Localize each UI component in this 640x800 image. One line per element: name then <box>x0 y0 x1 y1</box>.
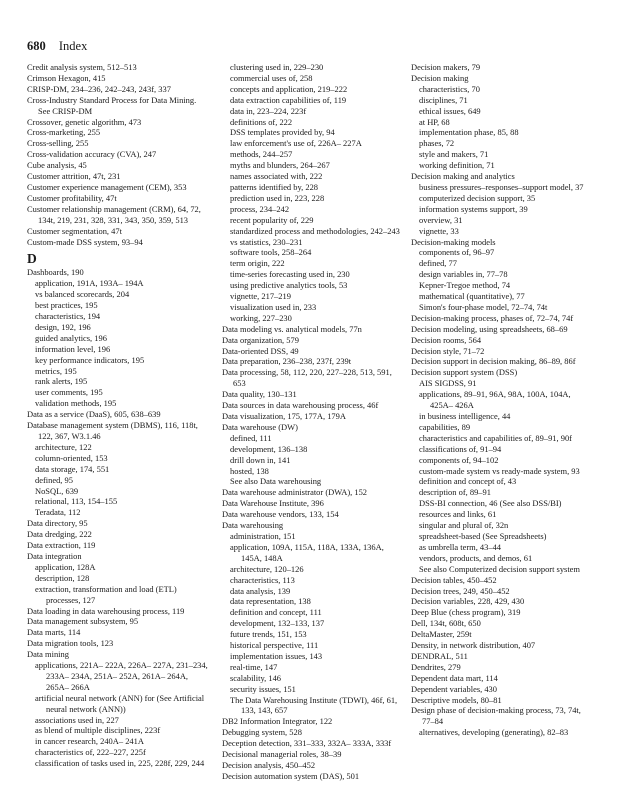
index-subentry: key performance indicators, 195 <box>35 354 145 365</box>
index-subentry: components of, 96–97 <box>419 247 495 258</box>
index-entry: Decision trees, 249, 450–452 <box>411 585 510 596</box>
index-entry: Decision makers, 79 <box>411 62 481 72</box>
index-entry: Decision-making process, phases of, 72–74, 74f <box>411 312 574 323</box>
index-subentry: data storage, 174, 551 <box>35 463 110 474</box>
index-subentry: vignette, 217–219 <box>230 291 291 302</box>
index-subentry: phases, 72 <box>419 138 455 149</box>
index-subentry: defined, 77 <box>419 258 457 269</box>
index-entry: Decision analysis, 450–452 <box>222 760 316 770</box>
index-subentry: real-time, 147 <box>230 661 278 672</box>
index-entry: Decision modeling, using spreadsheets, 68–69 <box>411 323 568 334</box>
index-subentry: term origin, 222 <box>230 258 285 269</box>
index-entry: Data warehouse (DW) <box>222 421 298 432</box>
index-entry: Decision making and analytics <box>411 171 515 182</box>
index-subentry: applications, 221A– 222A, 226A– 227A, 231–234, 233A– 234A, 251A– 252A, 261A– 264A, 265A– 266A <box>35 660 208 692</box>
index-entry: Decision variables, 228, 429, 430 <box>411 596 525 607</box>
index-subentry: commercial uses of, 258 <box>230 72 313 83</box>
index-entry: Data loading in data warehousing process, 119 <box>27 605 185 616</box>
index-subentry: application, 128A <box>35 561 96 572</box>
index-subentry: future trends, 151, 153 <box>230 629 307 640</box>
index-subentry: working definition, 71 <box>419 160 495 171</box>
index-subentry: characteristics of, 222–227, 225f <box>35 747 146 758</box>
index-subentry: historical perspective, 111 <box>230 640 319 651</box>
index-column-1 <box>27 62 209 769</box>
index-subentry: recent popularity of, 229 <box>230 214 314 225</box>
index-subentry: development, 132–133, 137 <box>230 618 325 629</box>
index-subentry: architecture, 122 <box>35 441 92 452</box>
index-column-3 <box>411 62 593 738</box>
index-entry: Database management system (DBMS), 116, 118t, 122, 367, W3.1.46 <box>27 420 198 441</box>
index-subentry: metrics, 195 <box>35 365 77 376</box>
index-subentry: data extraction capabilities of, 119 <box>230 94 347 105</box>
index-entry: Data modeling vs. analytical models, 77n <box>222 323 362 334</box>
index-entry: Data sources in data warehousing process, 46f <box>222 400 379 411</box>
index-entry: Dependent variables, 430 <box>411 683 497 694</box>
index-entry: Decisional managerial roles, 38–39 <box>222 749 342 760</box>
index-subentry: classifications of, 91–94 <box>419 443 502 454</box>
index-subentry: The Data Warehousing Institute (TDWI), 46f, 61, 133, 143, 657 <box>230 694 398 716</box>
index-subentry: vendors, products, and demos, 61 <box>419 552 533 563</box>
index-entry: Decision rooms, 564 <box>411 334 482 345</box>
index-subentry: application, 191A, 193A– 194A <box>35 278 144 289</box>
index-entry: DENDRAL, 511 <box>411 650 468 661</box>
index-entry: Data warehousing <box>222 520 284 531</box>
index-subentry: spreadsheet-based (See Spreadsheets) <box>419 530 547 541</box>
index-entry: Cross-selling, 255 <box>27 138 89 149</box>
index-subentry: NoSQL, 639 <box>35 485 79 496</box>
index-subentry: Teradata, 112 <box>35 507 81 518</box>
index-entry: Design phase of decision-making process, 73, 74t, 77–84 <box>411 705 581 727</box>
index-entry: Data extraction, 119 <box>27 540 96 551</box>
index-entry: Data organization, 579 <box>222 334 299 345</box>
index-entry: Data integration <box>27 550 82 561</box>
index-subentry: resources and links, 61 <box>419 509 497 520</box>
index-subentry: overview, 31 <box>419 214 463 225</box>
index-subentry: disciplines, 71 <box>419 94 468 105</box>
index-entry: Customer profitability, 47t <box>27 192 117 203</box>
index-entry: CRISP-DM, 234–236, 242–243, 243f, 337 <box>27 83 171 94</box>
index-entry: Customer experience management (CEM), 353 <box>27 181 187 192</box>
index-entry: Cross-Industry Standard Process for Data Mining. See CRISP-DM <box>27 94 197 116</box>
index-subentry: using predictive analytics tools, 53 <box>230 280 348 291</box>
index-subentry: characteristics, 113 <box>230 574 295 585</box>
index-subentry: vignette, 33 <box>419 225 459 236</box>
index-entry: DB2 Information Integrator, 122 <box>222 716 333 727</box>
index-subentry: components of, 94–102 <box>419 454 499 465</box>
index-subentry: implementation issues, 143 <box>230 650 323 661</box>
index-subentry: Simon's four-phase model, 72–74, 74t <box>419 301 548 312</box>
index-subentry: at HP, 68 <box>419 116 450 127</box>
index-entry: Cross-validation accuracy (CVA), 247 <box>27 149 157 160</box>
index-entry: Data mining <box>27 649 69 660</box>
index-subentry: defined, 111 <box>230 432 272 443</box>
index-entry: Decision tables, 450–452 <box>411 574 497 585</box>
index-subentry: scalability, 146 <box>230 672 282 683</box>
index-subentry: classification of tasks used in, 225, 228f, 229, 244 <box>35 758 205 769</box>
index-subentry: singular and plural of, 32n <box>419 520 509 531</box>
index-subentry: vs balanced scorecards, 204 <box>35 289 130 300</box>
index-subentry: best practices, 195 <box>35 300 98 311</box>
index-subentry: description, 128 <box>35 572 90 583</box>
index-subentry: style and makers, 71 <box>419 149 489 160</box>
index-subentry: defined, 95 <box>35 474 73 485</box>
index-entry: Customer relationship management (CRM), 64, 72, 134t, 219, 231, 328, 331, 343, 350, 359, 513 <box>27 203 201 225</box>
index-subentry: DSS-BI connection, 46 (See also DSS/BI) <box>419 498 562 509</box>
index-entry: Crimson Hexagon, 415 <box>27 72 106 83</box>
index-subentry: as blend of multiple disciplines, 223f <box>35 725 161 736</box>
index-subentry: computerized decision support, 35 <box>419 192 536 203</box>
index-subentry: data analysis, 139 <box>230 585 291 596</box>
index-subentry: custom-made system vs ready-made system, 93 <box>419 465 580 476</box>
index-subentry: characteristics, 70 <box>419 83 480 94</box>
index-subentry: implementation phase, 85, 88 <box>419 127 519 138</box>
index-subentry: clustering used in, 229–230 <box>230 62 324 72</box>
index-subentry: business pressures–responses–support model, 37 <box>419 181 584 192</box>
index-subentry: application, 109A, 115A, 118A, 133A, 136A, 145A, 148A <box>230 541 384 563</box>
index-entry: Deception detection, 331–333, 332A– 333A, 333f <box>222 738 392 749</box>
index-subentry: description of, 89–91 <box>419 487 491 498</box>
index-subentry: architecture, 120–126 <box>230 563 304 574</box>
index-entry: Data migration tools, 123 <box>27 638 114 649</box>
index-subentry: See also Data warehousing <box>230 476 322 487</box>
index-entry: Dependent data mart, 114 <box>411 672 498 683</box>
index-subentry: artificial neural network (ANN) for (See Artificial neural network (ANN)) <box>35 692 205 714</box>
index-subentry: capabilities, 89 <box>419 421 471 432</box>
index-subentry: definition and concept of, 43 <box>419 476 517 487</box>
index-subentry: security issues, 151 <box>230 683 296 694</box>
index-entry: Data-oriented DSS, 49 <box>222 345 299 356</box>
index-subentry: prediction used in, 223, 228 <box>230 192 325 203</box>
index-entry: Data warehouse administrator (DWA), 152 <box>222 487 368 498</box>
page-number: 680 <box>27 39 46 53</box>
index-entry: Data warehouse vendors, 133, 154 <box>222 509 339 520</box>
index-entry: Decision making <box>411 72 469 83</box>
index-subentry: Kepner-Tregoe method, 74 <box>419 280 511 291</box>
index-entry: Data Warehouse Institute, 396 <box>222 498 324 509</box>
index-entry: Data as a service (DaaS), 605, 638–639 <box>27 409 161 420</box>
index-subentry: applications, 89–91, 96A, 98A, 100A, 104A, 425A– 426A <box>419 389 571 411</box>
index-subentry: user comments, 195 <box>35 387 103 398</box>
index-entry: Data visualization, 175, 177A, 179A <box>222 411 346 421</box>
page-title: Index <box>58 39 88 53</box>
index-subentry: characteristics and capabilities of, 89–91, 90f <box>419 432 572 443</box>
index-entry: Data marts, 114 <box>27 627 81 638</box>
index-entry: Crossover, genetic algorithm, 473 <box>27 116 142 127</box>
index-subentry: administration, 151 <box>230 530 296 541</box>
index-entry: Dell, 134t, 608t, 650 <box>411 618 481 629</box>
index-subentry: process, 234–242 <box>230 203 290 214</box>
index-subentry: rank alerts, 195 <box>35 376 88 387</box>
index-subentry: hosted, 138 <box>230 465 269 476</box>
index-subentry: time-series forecasting used in, 230 <box>230 269 350 280</box>
index-subentry: as umbrella term, 43–44 <box>419 541 502 552</box>
index-subentry: drill down in, 141 <box>230 454 291 465</box>
index-entry: Debugging system, 528 <box>222 727 302 738</box>
index-subentry: characteristics, 194 <box>35 311 101 322</box>
index-subentry: definitions of, 222 <box>230 116 293 127</box>
index-subentry: vs statistics, 230–231 <box>230 236 303 247</box>
index-subentry: standardized process and methodologies, 242–243 <box>230 225 400 236</box>
index-entry: Decision support in decision making, 86–89, 86f <box>411 356 576 367</box>
index-entry: Data directory, 95 <box>27 518 88 529</box>
index-entry: Data dredging, 222 <box>27 529 92 540</box>
index-entry: DeltaMaster, 259t <box>411 629 472 640</box>
index-subentry: methods, 244–257 <box>230 149 293 160</box>
index-subentry: relational, 113, 154–155 <box>35 496 118 507</box>
index-entry: Data management subsystem, 95 <box>27 616 139 627</box>
index-entry: Customer attrition, 47t, 231 <box>27 171 121 182</box>
index-entry: Dashboards, 190 <box>27 267 84 278</box>
index-column-2 <box>222 62 404 782</box>
index-entry: Decision support system (DSS) <box>411 367 518 378</box>
index-subentry: development, 136–138 <box>230 443 308 454</box>
index-subentry: extraction, transformation and load (ETL) processes, 127 <box>35 583 177 605</box>
index-subentry: law enforcement's use of, 226A– 227A <box>230 138 362 149</box>
index-entry: Customer segmentation, 47t <box>27 225 122 236</box>
index-subentry: information level, 196 <box>35 343 111 354</box>
index-subentry: definition and concept, 111 <box>230 607 322 618</box>
index-entry: Dendrites, 279 <box>411 661 461 672</box>
index-subentry: information systems support, 39 <box>419 203 528 214</box>
index-entry: Data quality, 130–131 <box>222 389 297 400</box>
index-subentry: associations used in, 227 <box>35 714 119 725</box>
index-subentry: data in, 223–224, 223f <box>230 105 307 116</box>
index-entry: Decision automation system (DAS), 501 <box>222 770 360 781</box>
index-subentry: DSS templates provided by, 94 <box>230 127 335 138</box>
index-entry: Cross-marketing, 255 <box>27 127 101 138</box>
page-header <box>27 39 87 54</box>
index-subentry: column-oriented, 153 <box>35 452 108 463</box>
index-subentry: software tools, 258–264 <box>230 247 312 258</box>
index-entry: Decision style, 71–72 <box>411 345 485 356</box>
index-subentry: working, 227–230 <box>230 312 292 323</box>
index-subentry: AIS SIGDSS, 91 <box>419 378 477 389</box>
index-subentry: design variables in, 77–78 <box>419 269 508 280</box>
index-subentry: in cancer research, 240A– 241A <box>35 736 144 747</box>
index-entry: Density, in network distribution, 407 <box>411 640 536 651</box>
index-subentry: data representation, 138 <box>230 596 311 607</box>
index-entry: Custom-made DSS system, 93–94 <box>27 236 143 247</box>
index-subentry: ethical issues, 649 <box>419 105 481 116</box>
index-entry: Deep Blue (chess program), 319 <box>411 607 521 618</box>
index-subentry: myths and blunders, 264–267 <box>230 160 330 171</box>
index-subentry: validation methods, 195 <box>35 398 117 409</box>
index-subentry: alternatives, developing (generating), 82–83 <box>419 727 569 738</box>
index-subentry: names associated with, 222 <box>230 171 323 182</box>
index-subentry: mathematical (quantitative), 77 <box>419 291 525 302</box>
index-subentry: patterns identified by, 228 <box>230 181 319 192</box>
index-entry: Cube analysis, 45 <box>27 160 87 171</box>
index-entry: Credit analysis system, 512–513 <box>27 62 137 72</box>
index-subentry: visualization used in, 233 <box>230 301 317 312</box>
index-subentry: guided analytics, 196 <box>35 332 107 343</box>
index-entry: Data processing, 58, 112, 220, 227–228, 513, 591, 653 <box>222 367 392 389</box>
section-letter-heading: D <box>27 251 37 267</box>
index-entry: Data preparation, 236–238, 237f, 239t <box>222 356 352 367</box>
index-subentry: design, 192, 196 <box>35 321 91 332</box>
index-subentry: concepts and application, 219–222 <box>230 83 348 94</box>
index-subentry: in business intelligence, 44 <box>419 411 511 421</box>
index-entry: Decision-making models <box>411 236 496 247</box>
index-subentry: See also Computerized decision support system <box>419 563 580 574</box>
index-entry: Descriptive models, 80–81 <box>411 694 502 705</box>
